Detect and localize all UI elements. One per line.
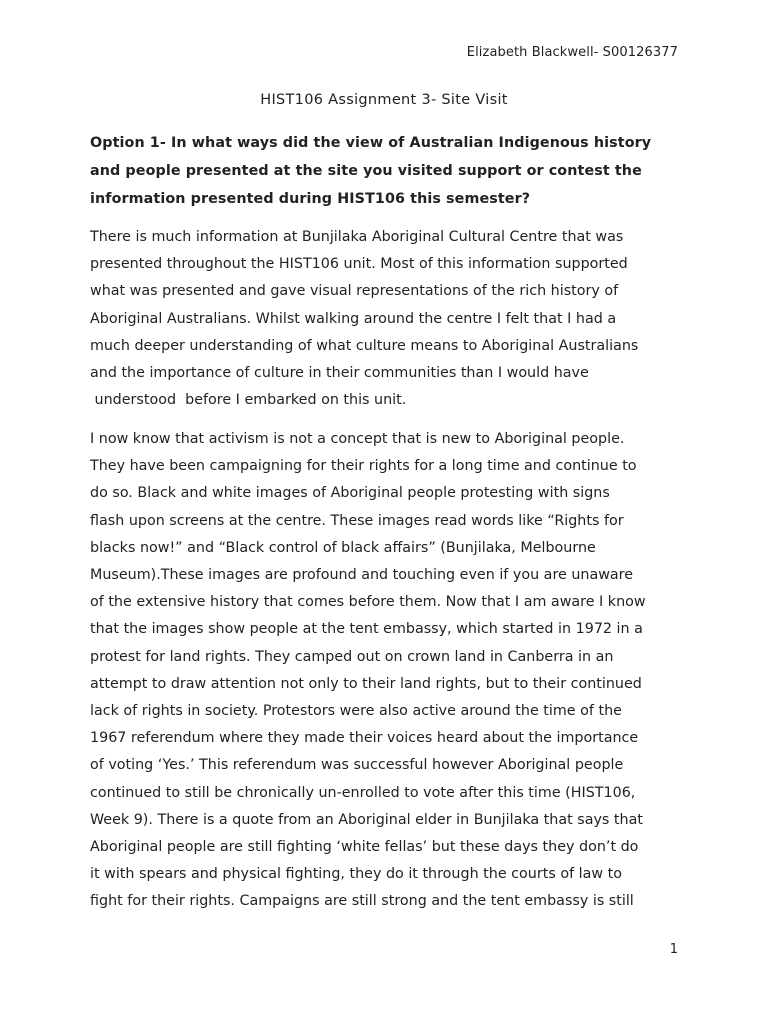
body-paragraph-2 (90, 426, 690, 916)
question-line: Option 1- In what ways did the view of Australian Indigenous history (90, 135, 652, 151)
paragraph-line: They have been campaigning for their rights for a long time and continue to (90, 458, 637, 475)
paragraph-line: that the images show people at the tent embassy, which started in 1972 in a (90, 621, 643, 638)
paragraph-line: much deeper understanding of what culture means to Aboriginal Australians (90, 337, 639, 354)
paragraph-line: it with spears and physical fighting, they do it through the courts of law to (90, 866, 622, 883)
paragraph-line: There is much information at Bunjilaka Aboriginal Cultural Centre that was (90, 229, 624, 245)
paragraph-line: I now know that activism is not a concept that is new to Aboriginal people. (90, 431, 625, 447)
paragraph-line: and the importance of culture in their communities than I would have (90, 365, 589, 382)
paragraph-line: Week 9). There is a quote from an Aboriginal elder in Bunjilaka that says that (90, 811, 643, 828)
paragraph-line: flash upon screens at the centre. These images read words like “Rights for (90, 512, 624, 529)
page-number: 1 (669, 942, 678, 957)
paragraph-line: what was presented and gave visual representations of the rich history of (90, 283, 619, 300)
question-line: and people presented at the site you visited support or contest the (90, 163, 642, 179)
document-title: HIST106 Assignment 3- Site Visit (260, 92, 508, 108)
paragraph-line: of voting ‘Yes.’ This referendum was successful however Aboriginal people (90, 757, 624, 774)
page-header: Elizabeth Blackwell- S00126377 (466, 45, 678, 60)
assignment-question (90, 129, 690, 213)
paragraph-line: lack of rights in society. Protestors were also active around the time of the (90, 703, 622, 720)
paragraph-line: 1967 referendum where they made their voices heard about the importance (90, 730, 639, 747)
paragraph-line: of the extensive history that comes before them. Now that I am aware I know (90, 594, 646, 611)
paragraph-line: protest for land rights. They camped out on crown land in Canberra in an (90, 648, 614, 665)
paragraph-line: presented throughout the HIST106 unit. Most of this information supported (90, 256, 628, 273)
paragraph-line: attempt to draw attention not only to their land rights, but to their continued (90, 675, 642, 692)
body-paragraph-1 (90, 224, 690, 414)
question-line: information presented during HIST106 this semester? (90, 191, 531, 207)
paragraph-line: blacks now!” and “Black control of black affairs” (Bunjilaka, Melbourne (90, 539, 596, 556)
paragraph-line: do so. Black and white images of Aboriginal people protesting with signs (90, 485, 610, 502)
paragraph-line: Museum).These images are profound and touching even if you are unaware (90, 567, 634, 584)
paragraph-line: understood before I embarked on this unit. (90, 392, 407, 409)
paragraph-line: continued to still be chronically un-enrolled to vote after this time (HIST106, (90, 784, 636, 801)
paragraph-line: Aboriginal people are still fighting ‘white fellas’ but these days they don’t do (90, 839, 639, 856)
paragraph-line: Aboriginal Australians. Whilst walking around the centre I felt that I had a (90, 310, 617, 327)
paragraph-line: fight for their rights. Campaigns are still strong and the tent embassy is still (90, 893, 634, 910)
